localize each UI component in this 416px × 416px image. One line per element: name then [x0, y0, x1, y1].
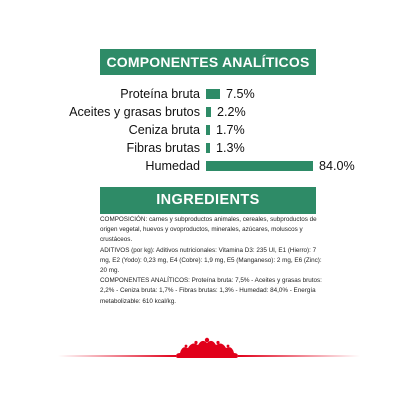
analytic-row-protein [0, 86, 416, 102]
ingredients-text [100, 215, 324, 307]
brand-footer [0, 336, 416, 372]
row-label: Fibras brutas [126, 141, 200, 155]
royal-canin-crown-logo-icon [176, 338, 238, 358]
brand-line-right [238, 355, 360, 357]
brand-line-left [58, 355, 176, 357]
value-bar [206, 161, 313, 171]
row-label: Ceniza bruta [128, 123, 200, 137]
analytic-row-ash [0, 122, 416, 138]
analytic-components-banner [100, 49, 316, 75]
row-label: Proteína bruta [120, 87, 200, 101]
row-value: 2.2% [217, 105, 246, 119]
value-bar [206, 89, 220, 99]
row-value: 7.5% [226, 87, 255, 101]
value-bar [206, 125, 210, 135]
ingredients-banner-title: INGREDIENTS [156, 192, 260, 208]
row-value: 1.3% [216, 141, 245, 155]
value-bar [206, 143, 210, 153]
brand-footer-graphic [0, 336, 416, 372]
row-label: Aceites y grasas brutos [69, 105, 200, 119]
additives-text: ADITIVOS (por kg): Aditivos nutricionales: Vitamina D3: 235 UI, E1 (Hierro): 7 mg, E2 (Yodo): 0,23 mg, E4 (Cobre): 1,9 mg, E5 (Manganeso): 2 mg, E6 (Zinc): 20 mg. [100, 246, 322, 275]
row-value: 1.7% [216, 123, 245, 137]
analytic-banner-title: COMPONENTES ANALÍTICOS [106, 54, 310, 70]
analytic-row-moisture [0, 158, 416, 174]
analytic-components-text: COMPONENTES ANALÍTICOS: Proteína bruta: 7,5% - Aceites y grasas brutos: 2,2% - Ceniza bruta: 1,7% - Fibras brutas: 1,3% - Humedad: 84,0% - Energía metabolizable: 610 kcal/kg. [100, 277, 322, 305]
ingredients-banner [100, 187, 316, 214]
analytic-row-fiber [0, 140, 416, 156]
row-label: Humedad [145, 159, 200, 173]
analytic-row-fats [0, 104, 416, 120]
row-value: 84.0% [319, 159, 355, 173]
value-bar [206, 107, 211, 117]
composition-text: COMPOSICIÓN: carnes y subproductos animales, cereales, subproductos de origen vegetal, huevos y ovoproductos, minerales, azúcares, moluscos y crustáceos. [100, 216, 317, 244]
